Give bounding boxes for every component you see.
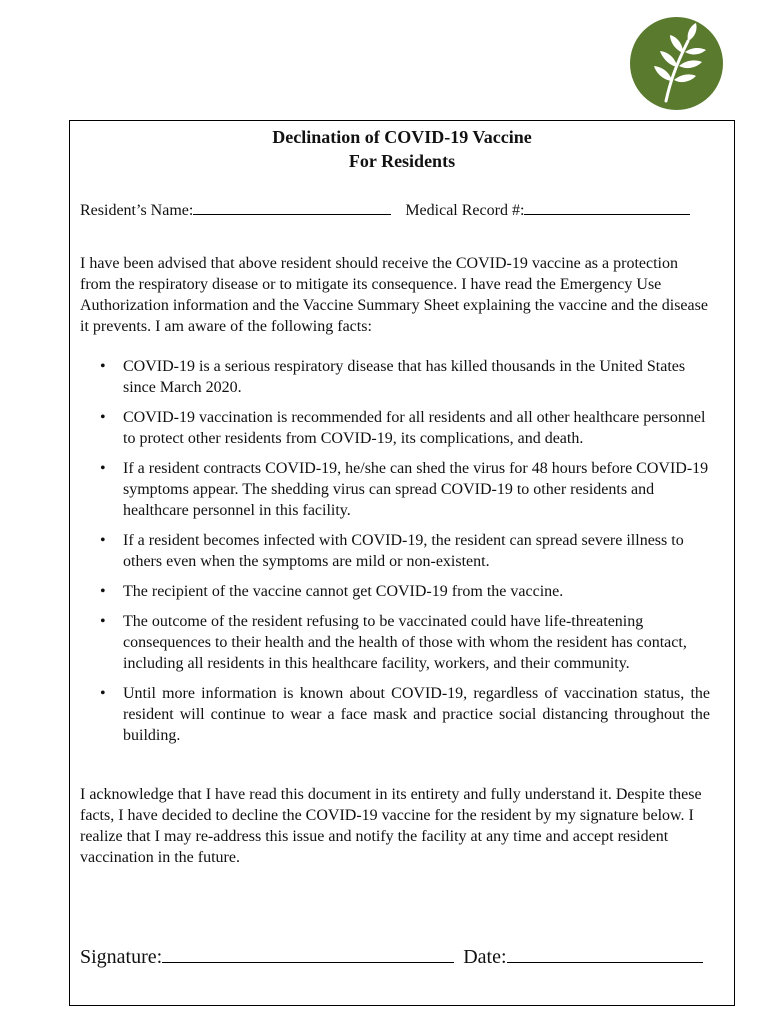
form-subtitle: For Residents: [348, 151, 456, 171]
bullet-icon: •: [100, 685, 106, 702]
signature-label: Signature:: [80, 946, 163, 968]
form-title: Declination of COVID-19 Vaccine: [272, 127, 532, 147]
bullet-icon: •: [100, 613, 106, 630]
signature-row: [80, 943, 720, 970]
declination-form: [69, 120, 735, 1006]
bullet-icon: •: [100, 532, 106, 549]
leaf-branch-icon: [630, 17, 723, 110]
list-item: [80, 407, 710, 449]
bullet-icon: •: [100, 583, 106, 600]
fact-text: Until more information is known about COVID-19, regardless of vaccination status, the resident will continue to wear a face mask and practice social distancing throughout the building.: [123, 685, 710, 744]
resident-name-field[interactable]: [193, 198, 391, 215]
list-item: [80, 683, 710, 746]
fact-text: The recipient of the vaccine cannot get COVID-19 from the vaccine.: [123, 583, 564, 600]
list-item: [80, 356, 710, 398]
signature-field[interactable]: [162, 943, 454, 963]
bullet-icon: •: [100, 409, 106, 426]
resident-name-label: Resident’s Name:: [80, 202, 194, 219]
bullet-icon: •: [100, 460, 106, 477]
list-item: [80, 581, 710, 602]
date-field[interactable]: [507, 943, 703, 963]
medical-record-field[interactable]: [524, 198, 690, 215]
bullet-icon: •: [100, 358, 106, 375]
medical-record-label: Medical Record #:: [405, 202, 525, 219]
resident-info-fields: [80, 198, 720, 221]
acknowledgement-paragraph: I acknowledge that I have read this document in its entirety and fully understand it. Despite these facts, I have decided to decline the COVID-19 vaccine for the resident by my signature below. I realize that I may re-address this issue and notify the facility at any time and accept resident vaccination in the future.: [80, 786, 702, 866]
fact-text: The outcome of the resident refusing to be vaccinated could have life-threatening consequences to their health and the health of those with whom the resident has contact, including all residents in this healthcare facility, workers, and their community.: [123, 613, 687, 672]
fact-text: If a resident becomes infected with COVID-19, the resident can spread severe illness to others even when the symptoms are mild or non-existent.: [123, 532, 684, 570]
fact-text: If a resident contracts COVID-19, he/she can shed the virus for 48 hours before COVID-19 symptoms appear. The shedding virus can spread COVID-19 to other residents and healthcare personnel in this facility.: [123, 460, 709, 519]
list-item: [80, 530, 710, 572]
intro-paragraph: I have been advised that above resident should receive the COVID-19 vaccine as a protection from the respiratory disease or to mitigate its consequence. I have read the Emergency Use Authorization information and the Vaccine Summary Sheet explaining the vaccine and the disease it prevents. I am aware of the following facts:: [80, 255, 708, 335]
list-item: [80, 458, 710, 521]
fact-text: COVID-19 is a serious respiratory disease that has killed thousands in the United States since March 2020.: [123, 358, 686, 396]
facts-list: [80, 356, 710, 755]
fact-text: COVID-19 vaccination is recommended for all residents and all other healthcare personnel to protect other residents from COVID-19, its complications, and death.: [123, 409, 706, 447]
date-label: Date:: [463, 946, 507, 968]
list-item: [80, 611, 710, 674]
